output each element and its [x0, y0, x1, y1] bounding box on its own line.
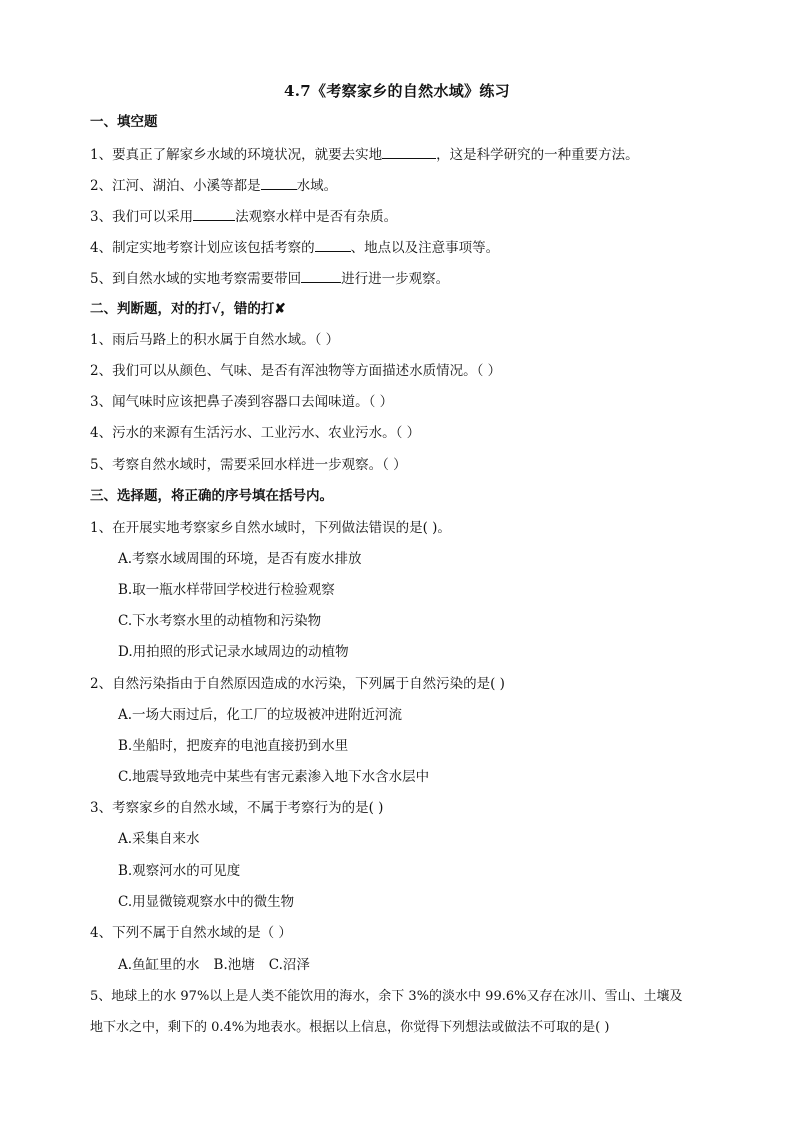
fill-question-2-text-after: 水域。 — [296, 178, 338, 194]
answer-blank[interactable] — [382, 144, 436, 159]
choice-option: B.观察河水的可见度 — [118, 863, 241, 879]
judge-question-4[interactable]: 4、污水的来源有生活污水、工业污水、农业污水。（ ） — [90, 425, 421, 441]
answer-blank[interactable] — [261, 175, 297, 190]
fill-question-3 — [90, 206, 397, 227]
judge-question-3[interactable]: 3、闻气味时应该把鼻子凑到容器口去闻味道。（ ） — [90, 394, 394, 410]
judge-question-1[interactable]: 1、雨后马路上的积水属于自然水域。（ ） — [90, 332, 340, 348]
judge-question-5[interactable]: 5、考察自然水域时，需要采回水样进一步观察。（ ） — [90, 457, 407, 473]
answer-blank[interactable] — [193, 206, 235, 221]
fill-question-2 — [90, 175, 337, 196]
section-heading-choice: 三、选择题，将正确的序号填在括号内。 — [90, 488, 333, 504]
fill-question-4-text-after: 、地点以及注意事项等。 — [350, 240, 500, 256]
fill-question-5 — [90, 268, 449, 289]
fill-question-1-text-after: ，这是科学研究的一种重要方法。 — [436, 147, 639, 163]
choice-options-row — [118, 955, 310, 975]
choice-option: D.用拍照的形式记录水域周边的动植物 — [118, 644, 349, 660]
fill-question-4-text-before: 4、制定实地考察计划应该包括考察的 — [90, 240, 315, 256]
choice-question-5-stem-line-2[interactable]: 地下水之中，剩下的 0.4%为地表水。根据以上信息，你觉得下列想法或做法不可取的是( ) — [90, 1020, 610, 1035]
fill-question-1 — [90, 144, 639, 165]
choice-question-1-stem[interactable]: 1、在开展实地考察家乡自然水域时，下列做法错误的是( )。 — [90, 520, 451, 536]
judge-question-2[interactable]: 2、我们可以从颜色、气味、是否有浑浊物等方面描述水质情况。（ ） — [90, 363, 502, 379]
fill-question-2-text-before: 2、江河、湖泊、小溪等都是 — [90, 178, 261, 194]
section-heading-fill: 一、填空题 — [90, 114, 158, 130]
fill-question-4 — [90, 237, 499, 258]
fill-question-3-text-before: 3、我们可以采用 — [90, 209, 194, 225]
choice-question-2-stem[interactable]: 2、自然污染指由于自然原因造成的水污染，下列属于自然污染的是( ) — [90, 676, 505, 692]
choice-option: C.沼泽 — [268, 957, 310, 973]
choice-option: A.鱼缸里的水 — [118, 957, 200, 973]
fill-question-5-text-before: 5、到自然水域的实地考察需要带回 — [90, 271, 302, 287]
choice-option: A.采集自来水 — [118, 831, 200, 847]
choice-option: C.用显微镜观察水中的微生物 — [118, 894, 295, 910]
fill-question-1-text-before: 1、要真正了解家乡水域的环境状况，就要去实地 — [90, 147, 383, 163]
choice-question-3-stem[interactable]: 3、考察家乡的自然水域，不属于考察行为的是( ) — [90, 800, 384, 816]
choice-option: B.池塘 — [213, 957, 255, 973]
answer-blank[interactable] — [301, 268, 341, 283]
page-title: 4.7《考察家乡的自然水域》练习 — [284, 82, 510, 100]
choice-option: B.取一瓶水样带回学校进行检验观察 — [118, 582, 335, 598]
answer-blank[interactable] — [315, 237, 351, 252]
choice-question-5-stem-line-1[interactable]: 5、地球上的水 97%以上是人类不能饮用的海水，余下 3%的淡水中 99.6%又存在冰川、雪山、土壤及 — [90, 989, 683, 1004]
choice-question-4-stem[interactable]: 4、下列不属于自然水域的是（ ） — [90, 925, 292, 941]
choice-option: B.坐船时，把废弃的电池直接扔到水里 — [118, 738, 349, 754]
choice-option: C.下水考察水里的动植物和污染物 — [118, 613, 322, 629]
choice-option: C.地震导致地壳中某些有害元素渗入地下水含水层中 — [118, 769, 430, 785]
fill-question-5-text-after: 进行进一步观察。 — [341, 271, 450, 287]
choice-option: A.一场大雨过后，化工厂的垃圾被冲进附近河流 — [118, 707, 403, 723]
choice-option: A.考察水域周围的环境，是否有废水排放 — [118, 551, 362, 567]
fill-question-3-text-after: 法观察水样中是否有杂质。 — [235, 209, 398, 225]
section-heading-judge: 二、判断题，对的打√，错的打✘ — [90, 301, 286, 317]
